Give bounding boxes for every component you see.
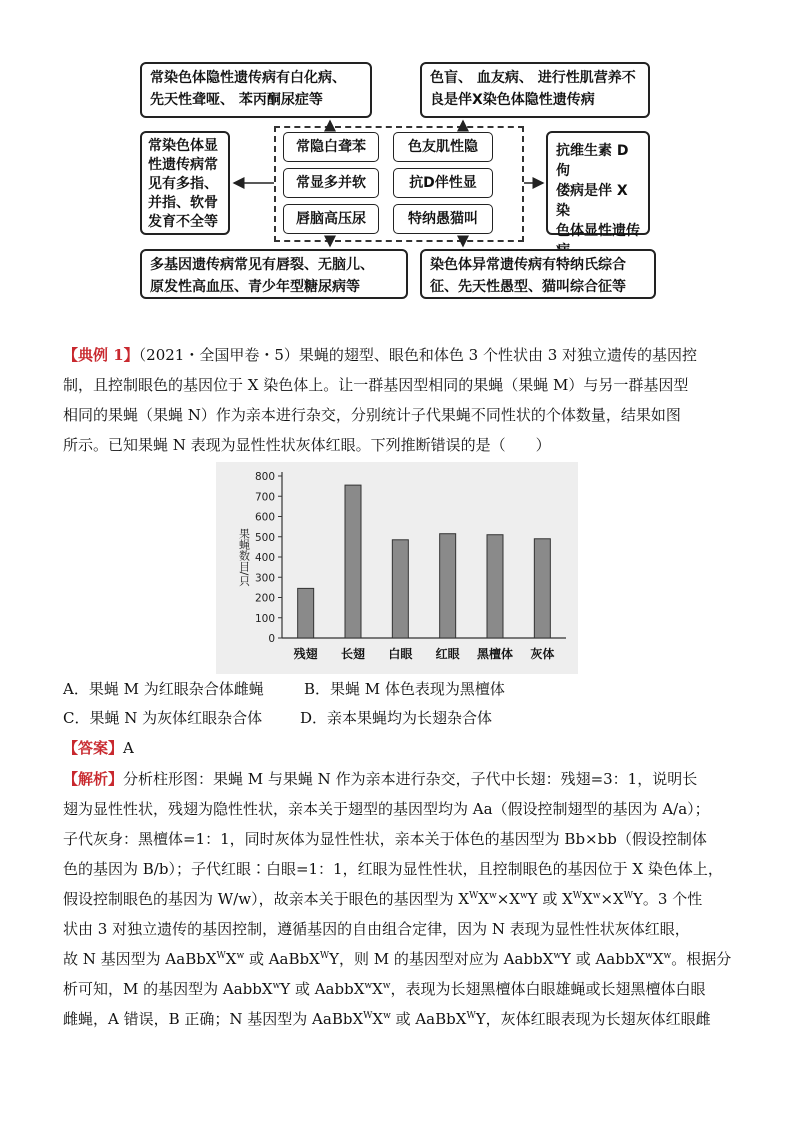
box-line: 见有多指、: [148, 176, 218, 192]
option-d: D．亲本果蝇均为长翅杂合体: [300, 709, 493, 727]
y-tick-label: 700: [254, 491, 275, 504]
bar-4: [440, 534, 456, 638]
bar-chart: [216, 462, 578, 674]
analysis-line-1: 【解析】分析柱形图：果蝇 M 与果蝇 N 作为亲本进行杂交，子代中长翅：残翅=3：1，说明长: [63, 770, 698, 788]
bar-6: [534, 539, 550, 638]
stem-line-4: 所示。已知果蝇 N 表现为显性性状灰体红眼。下列推断错误的是（ ）: [63, 436, 551, 454]
stem-line-2: 制，且控制眼色的基因位于 X 染色体上。让一群基因型相同的果蝇（果蝇 M）与另一群基因型: [63, 376, 689, 394]
box-line: 发育不全等: [148, 214, 218, 230]
box-line: 色体显性遗传: [556, 223, 640, 239]
box-line: 色盲、 血友病、 进行性肌营养不: [430, 70, 636, 86]
x-tick-label: 灰体: [530, 647, 555, 661]
y-tick-label: 200: [254, 592, 275, 605]
bar-1: [298, 588, 314, 638]
stem-line-1: [63, 340, 735, 370]
box-line: 常染色体显: [148, 138, 218, 154]
answer-tag: 【答案】: [63, 739, 124, 757]
mnemonic-right-1: 色友肌性隐: [393, 132, 493, 162]
y-tick-label: 500: [254, 531, 275, 544]
box-line: 多基因遗传病常见有唇裂、无脑儿、: [150, 257, 374, 273]
box-line: 染色体异常遗传病有特纳氏综合: [430, 257, 626, 273]
box-line: 良是伴X染色体隐性遗传病: [430, 92, 595, 108]
mnemonic-right-2: 抗D伴性显: [393, 168, 493, 198]
y-tick-label: 400: [254, 552, 275, 564]
option-b: B．果蝇 M 体色表现为黑檀体: [304, 680, 505, 698]
mnemonic-right-3: 特纳愚猫叫: [393, 204, 493, 234]
bar-5: [487, 535, 503, 638]
box-line: 抗维生素 D 佝: [556, 143, 629, 179]
question-source: （2021・全国甲卷・5）: [138, 346, 299, 364]
box-line: 常染色体隐性遗传病有白化病、: [150, 70, 346, 86]
mnemonic-left-2: 常显多并软: [283, 168, 379, 198]
mnemonic-left-3: 唇脑高压尿: [283, 204, 379, 234]
analysis-tag: 【解析】: [63, 770, 124, 788]
answer-value: A: [123, 739, 134, 757]
option-c: C．果蝇 N 为灰体红眼杂合体: [63, 709, 263, 727]
x-tick-label: 白眼: [388, 647, 413, 661]
analysis-line-7: 故 N 基因型为 $AaBbX^WX^w$ 或 AaBbX$^W$Y，则 M 的基因型对应为 AabbX$^w$Y 或 $AabbX^wX^w$。根据分: [63, 950, 732, 968]
stem-line-3: 相同的果蝇（果蝇 N）作为亲本进行杂交，分别统计子代果蝇不同性状的个体数量，结果如图: [63, 406, 681, 424]
box-line: 征、先天性愚型、猫叫综合征等: [430, 279, 626, 295]
analysis-line-3: 子代灰身：黑檀体=1：1，同时灰体为显性性状，亲本关于体色的基因型为 Bb×bb（假设控制体: [63, 830, 707, 848]
analysis-line-9: 雌蝇，A 错误，B 正确；N 基因型为 $AaBbX^WX^w$ 或 AaBbX$^W$Y，灰体红眼表现为长翅灰体红眼雌: [63, 1010, 711, 1028]
box-line: 偻病是伴 X 染: [556, 183, 628, 219]
diagram-arrows: [0, 0, 794, 320]
y-tick-label: 300: [254, 572, 275, 585]
mnemonic-left-1: 常隐白聋苯: [283, 132, 379, 162]
box-line: 先天性聋哑、 苯丙酮尿症等: [150, 92, 323, 108]
y-tick-label: 100: [254, 612, 275, 625]
analysis-line-2: 翅为显性性状，残翅为隐性性状，亲本关于翅型的基因型均为 Aa（假设控制翅型的基因为 A/a）；: [63, 800, 710, 818]
analysis-line-8: 析可知，M 的基因型为 AabbX$^w$Y 或 $AabbX^wX^w$，表现为长翅黑檀体白眼雄蝇或长翅黑檀体白眼: [63, 980, 706, 998]
bar-3: [392, 540, 408, 638]
y-tick-label: 600: [254, 511, 275, 524]
y-tick-label: 800: [254, 471, 275, 483]
analysis-line-6: 状由 3 对独立遗传的基因控制，遵循基因的自由组合定律，因为 N 表现为显性性状灰体红眼，: [63, 920, 690, 938]
stem-text: 果蝇的翅型、眼色和体色 3 个性状由 3 对独立遗传的基因控: [298, 346, 698, 364]
option-a: A．果蝇 M 为红眼杂合体雌蝇: [63, 680, 264, 698]
answer-line: [63, 734, 134, 762]
box-line: 并指、软骨: [148, 195, 218, 211]
analysis-line-5: 假设控制眼色的基因为 W/w），故亲本关于眼色的基因型为 $X^WX^w\times X^wY$ 或 $X^WX^w\times X^WY$。3 个性: [63, 890, 703, 908]
x-tick-label: 黑檀体: [476, 647, 514, 661]
x-tick-label: 长翅: [340, 647, 366, 661]
x-tick-label: 残翅: [293, 647, 318, 661]
analysis: [63, 764, 735, 1034]
box-line: 原发性高血压、青少年型糖尿病等: [150, 279, 360, 295]
analysis-line-4: 色的基因为 B/b）；子代红眼∶白眼=1：1，红眼为显性性状，且控制眼色的基因位于 X 染色体上，: [63, 860, 723, 878]
question-stem: [63, 340, 735, 460]
y-tick-label: 0: [268, 633, 275, 645]
bar-2: [345, 485, 361, 638]
example-tag: 【典例 1】: [63, 346, 139, 364]
x-tick-label: 红眼: [435, 647, 460, 661]
box-line: 性遗传病常: [148, 157, 218, 173]
y-axis-label: 果蝇数目/只: [237, 527, 251, 587]
